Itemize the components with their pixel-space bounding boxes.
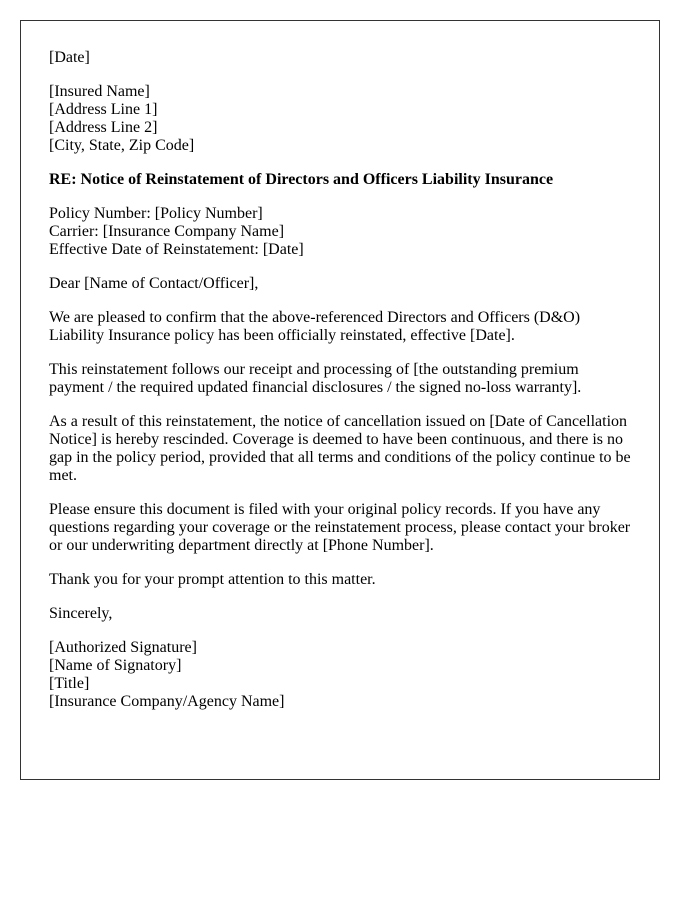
body-paragraph-rescission: As a result of this reinstatement, the notice of cancellation issued on [Date of Cancellation Notice] is hereby rescinded. Coverage is deemed to have been continuous, and there is no gap in the policy period, provided that all terms and conditions of the policy continue to be met. [49, 413, 631, 484]
recipient-address-block [49, 83, 631, 155]
policy-number: Policy Number: [Policy Number] [49, 205, 263, 222]
effective-date: Effective Date of Reinstatement: [Date] [49, 241, 304, 258]
date-text: [Date] [49, 49, 90, 66]
recipient-name: [Insured Name] [49, 83, 150, 100]
recipient-address-line-2: [Address Line 2] [49, 119, 158, 136]
signatory-title: [Title] [49, 675, 90, 692]
subject-line: RE: Notice of Reinstatement of Directors and Officers Liability Insurance [49, 171, 554, 188]
letter-document [20, 20, 660, 780]
recipient-city-state-zip: [City, State, Zip Code] [49, 137, 195, 154]
recipient-address-line-1: [Address Line 1] [49, 101, 158, 118]
signatory-company: [Insurance Company/Agency Name] [49, 693, 285, 710]
signature-block [49, 639, 631, 711]
closing: Sincerely, [49, 605, 113, 622]
carrier: Carrier: [Insurance Company Name] [49, 223, 285, 240]
body-paragraph-confirmation: We are pleased to confirm that the above-referenced Directors and Officers (D&O) Liability Insurance policy has been officially reinstated, effective [Date]. [49, 309, 581, 344]
authorized-signature: [Authorized Signature] [49, 639, 197, 656]
body-paragraph-receipt: This reinstatement follows our receipt and processing of [the outstanding premium payment / the required updated financial disclosures / the signed no-loss warranty]. [49, 361, 582, 396]
letter-date [49, 49, 631, 67]
policy-info-block [49, 205, 631, 259]
salutation: Dear [Name of Contact/Officer], [49, 275, 259, 292]
body-paragraph-thanks: Thank you for your prompt attention to this matter. [49, 571, 376, 588]
signatory-name: [Name of Signatory] [49, 657, 182, 674]
body-paragraph-filing-instructions: Please ensure this document is filed with your original policy records. If you have any questions regarding your coverage or the reinstatement process, please contact your broker or our underwriting department directly at [Phone Number]. [49, 501, 631, 554]
